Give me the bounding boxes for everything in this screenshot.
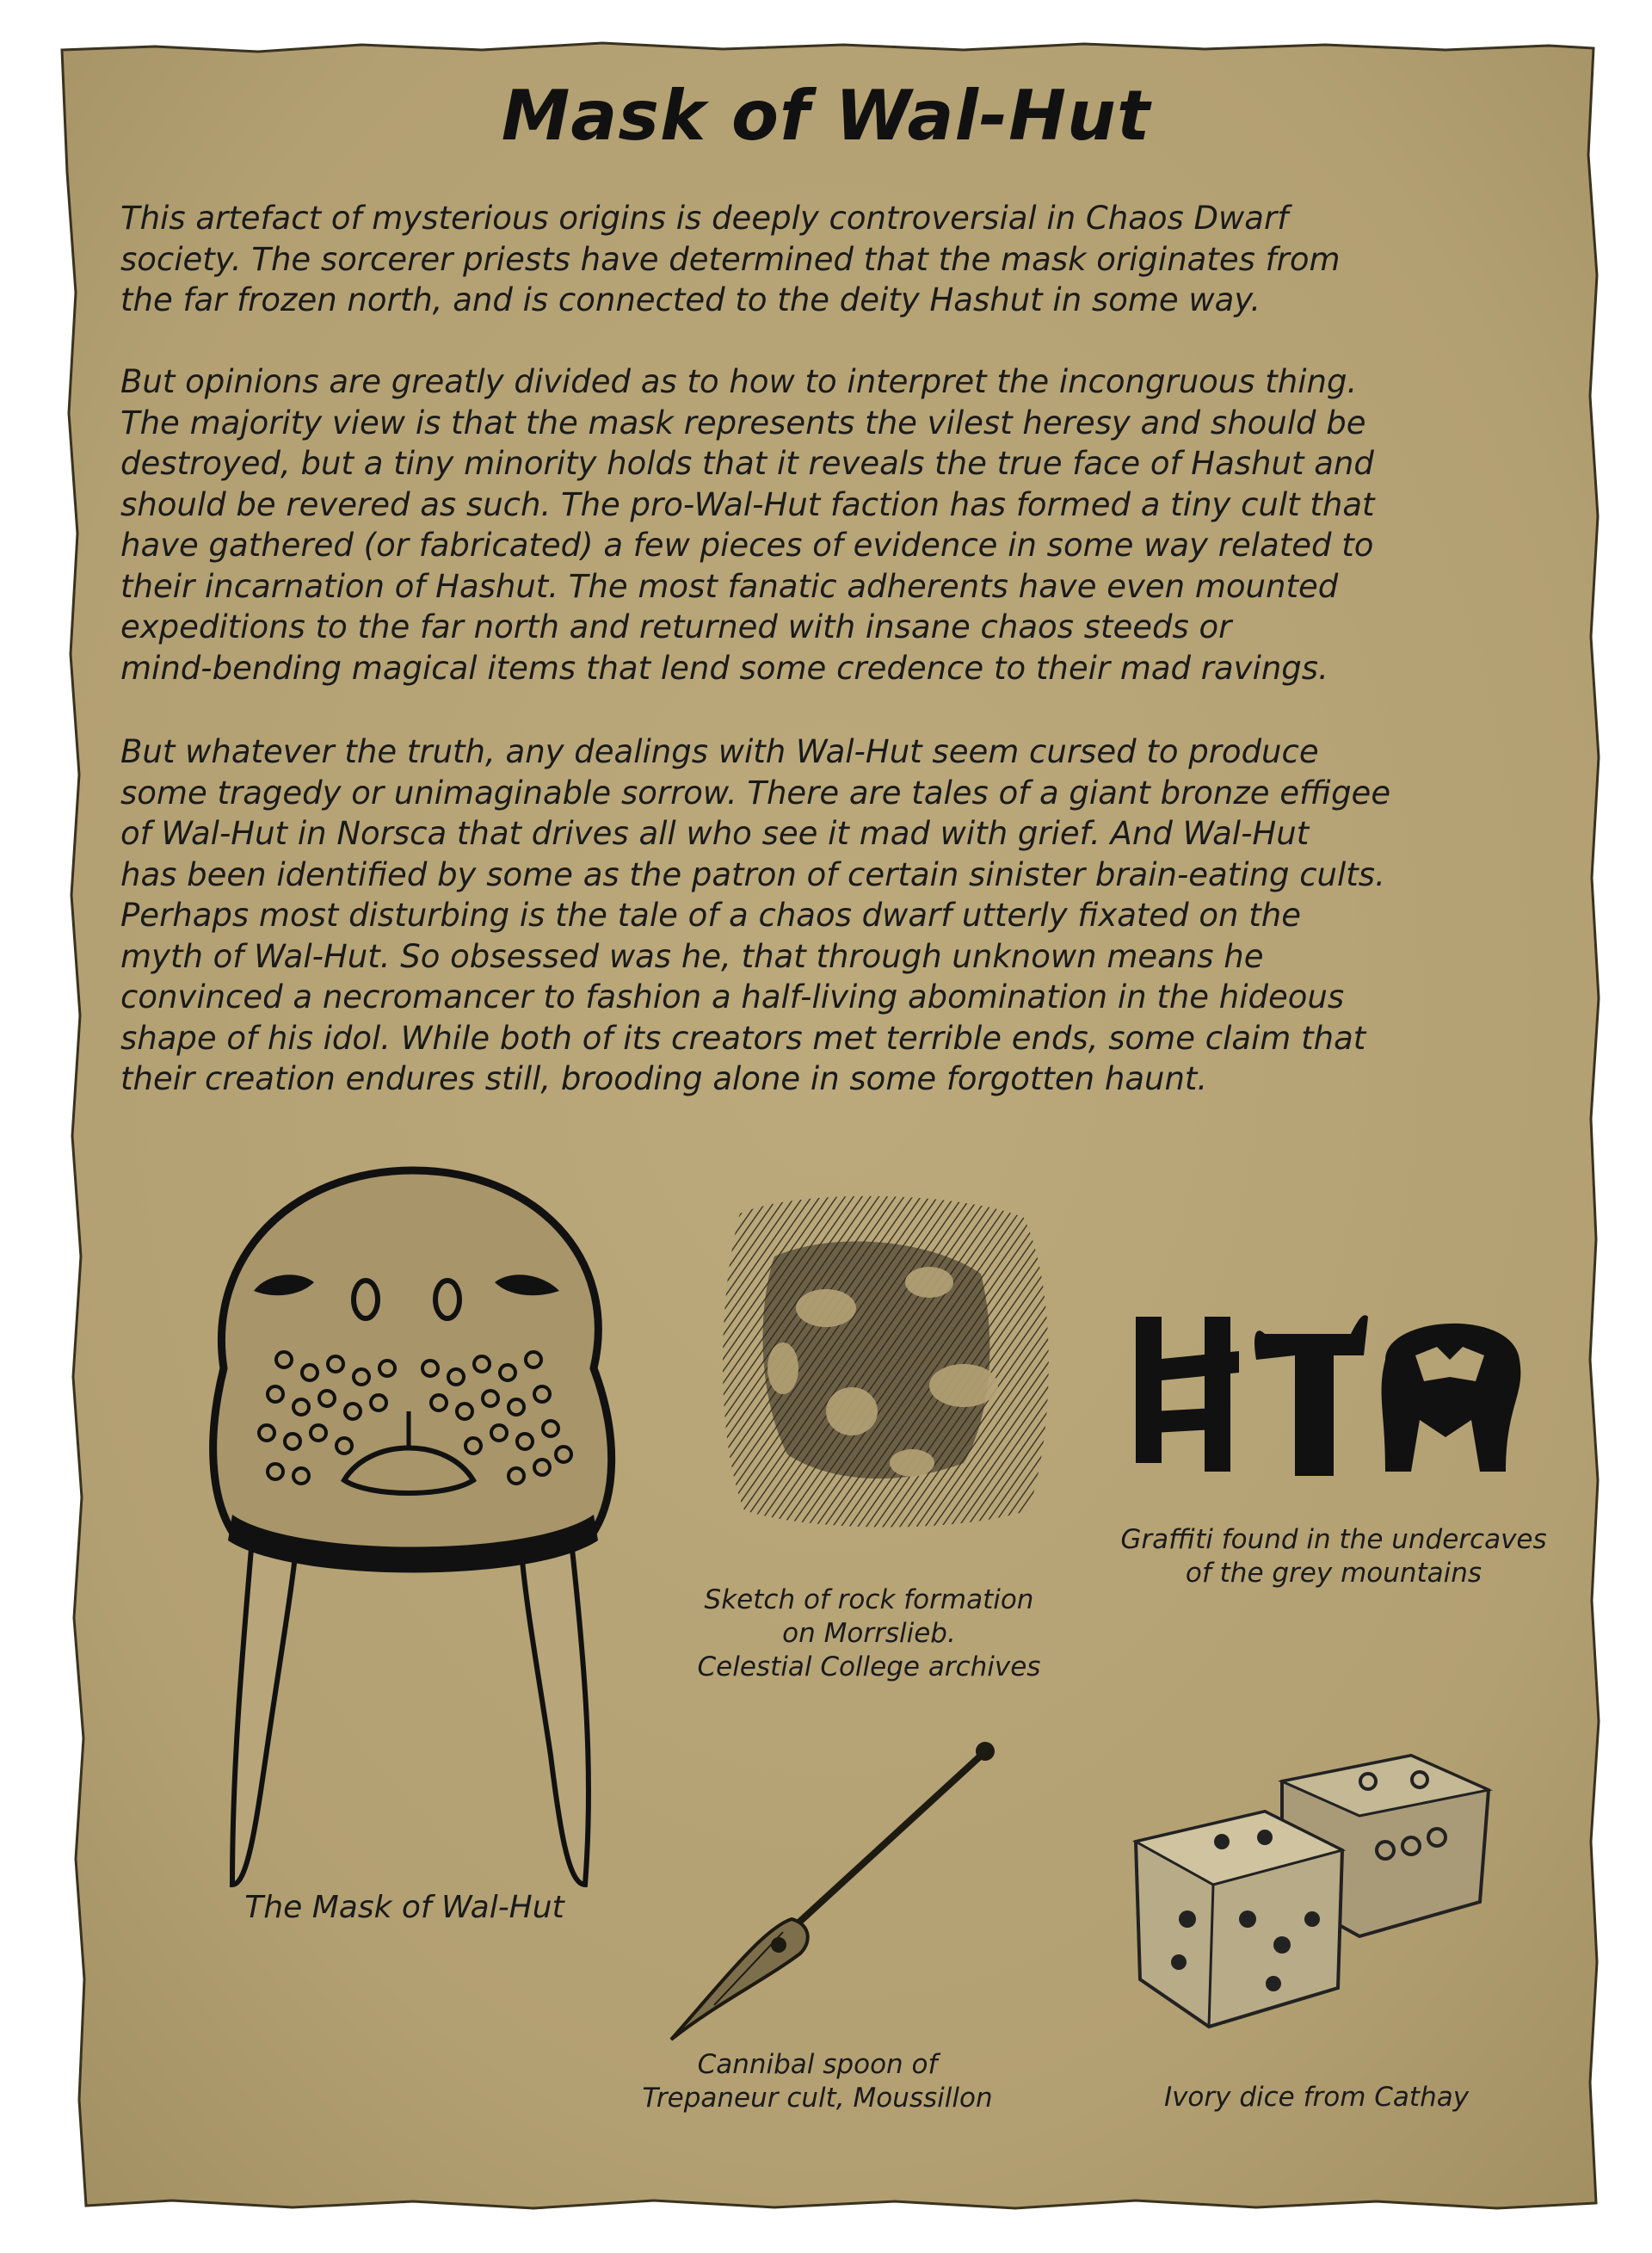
- text-line: But opinions are greatly divided as to how to interpret the incongruous thing.: [120, 363, 1358, 400]
- legend-paragraph: [120, 731, 1532, 1100]
- caption-line: The Mask of Wal-Hut: [244, 1890, 564, 1925]
- graffiti-caption: [1093, 1523, 1575, 1590]
- opinions-paragraph: [120, 361, 1532, 688]
- caption-line: Cannibal spoon of: [697, 2049, 938, 2080]
- text-line: has been identified by some as the patron of certain sinister brain-eating cults.: [120, 855, 1385, 893]
- caption-line: Ivory dice from Cathay: [1163, 2082, 1470, 2113]
- text-line: the far frozen north, and is connected to the deity Hashut in some way.: [120, 281, 1261, 318]
- text-line: have gathered (or fabricated) a few pieces of evidence in some way related to: [120, 527, 1374, 564]
- rock-formation-sketch: [706, 1179, 1067, 1540]
- caption-line: of the grey mountains: [1185, 1558, 1482, 1589]
- text-line: expeditions to the far north and returned with insane chaos steeds or: [120, 608, 1232, 645]
- text-line: convinced a necromancer to fashion a half-living abomination in the hideous: [120, 978, 1345, 1015]
- text-line: The majority view is that the mask represents the vilest heresy and should be: [120, 404, 1366, 441]
- text-line: But whatever the truth, any dealings with Wal-Hut seem cursed to produce: [120, 733, 1319, 770]
- rock-caption: [654, 1583, 1084, 1684]
- text-line: their creation endures still, brooding alone in some forgotten haunt.: [120, 1060, 1208, 1097]
- text-line: their incarnation of Hashut. The most fanatic adherents have even mounted: [120, 567, 1339, 605]
- caption-line: Trepaneur cult, Moussillon: [642, 2083, 993, 2114]
- mask-caption: [189, 1891, 620, 1924]
- caption-line: Graffiti found in the undercaves: [1120, 1524, 1547, 1555]
- caption-line: Celestial College archives: [697, 1651, 1041, 1682]
- cannibal-spoon-illustration: [663, 1730, 1007, 2048]
- page-title: Mask of Wal-Hut: [501, 76, 1151, 156]
- spoon-caption: [594, 2048, 1041, 2115]
- ivory-dice-illustration: [1127, 1747, 1506, 2031]
- caption-line: on Morrslieb.: [782, 1618, 956, 1649]
- text-line: destroyed, but a tiny minority holds that it reveals the true face of Hashut and: [120, 445, 1374, 482]
- text-line: some tragedy or unimaginable sorrow. There are tales of a giant bronze effigee: [120, 774, 1391, 812]
- dice-caption: [1093, 2081, 1540, 2114]
- intro-paragraph: [120, 198, 1532, 321]
- text-line: shape of his idol. While both of its creators met terrible ends, some claim that: [120, 1019, 1366, 1057]
- text-line: should be revered as such. The pro-Wal-Hut faction has formed a tiny cult that: [120, 485, 1375, 523]
- text-line: society. The sorcerer priests have determined that the mask originates from: [120, 240, 1341, 278]
- walrus-mask-illustration: [172, 1153, 654, 1902]
- text-line: of Wal-Hut in Norsca that drives all who see it mad with grief. And Wal-Hut: [120, 815, 1310, 852]
- text-line: myth of Wal-Hut. So obsessed was he, that through unknown means he: [120, 937, 1264, 975]
- text-line: mind-bending magical items that lend some credence to their mad ravings.: [120, 649, 1328, 687]
- text-line: This artefact of mysterious origins is deeply controversial in Chaos Dwarf: [120, 200, 1289, 237]
- graffiti-runes: [1127, 1308, 1532, 1480]
- caption-line: Sketch of rock formation: [704, 1584, 1034, 1615]
- text-line: Perhaps most disturbing is the tale of a chaos dwarf utterly fixated on the: [120, 897, 1301, 934]
